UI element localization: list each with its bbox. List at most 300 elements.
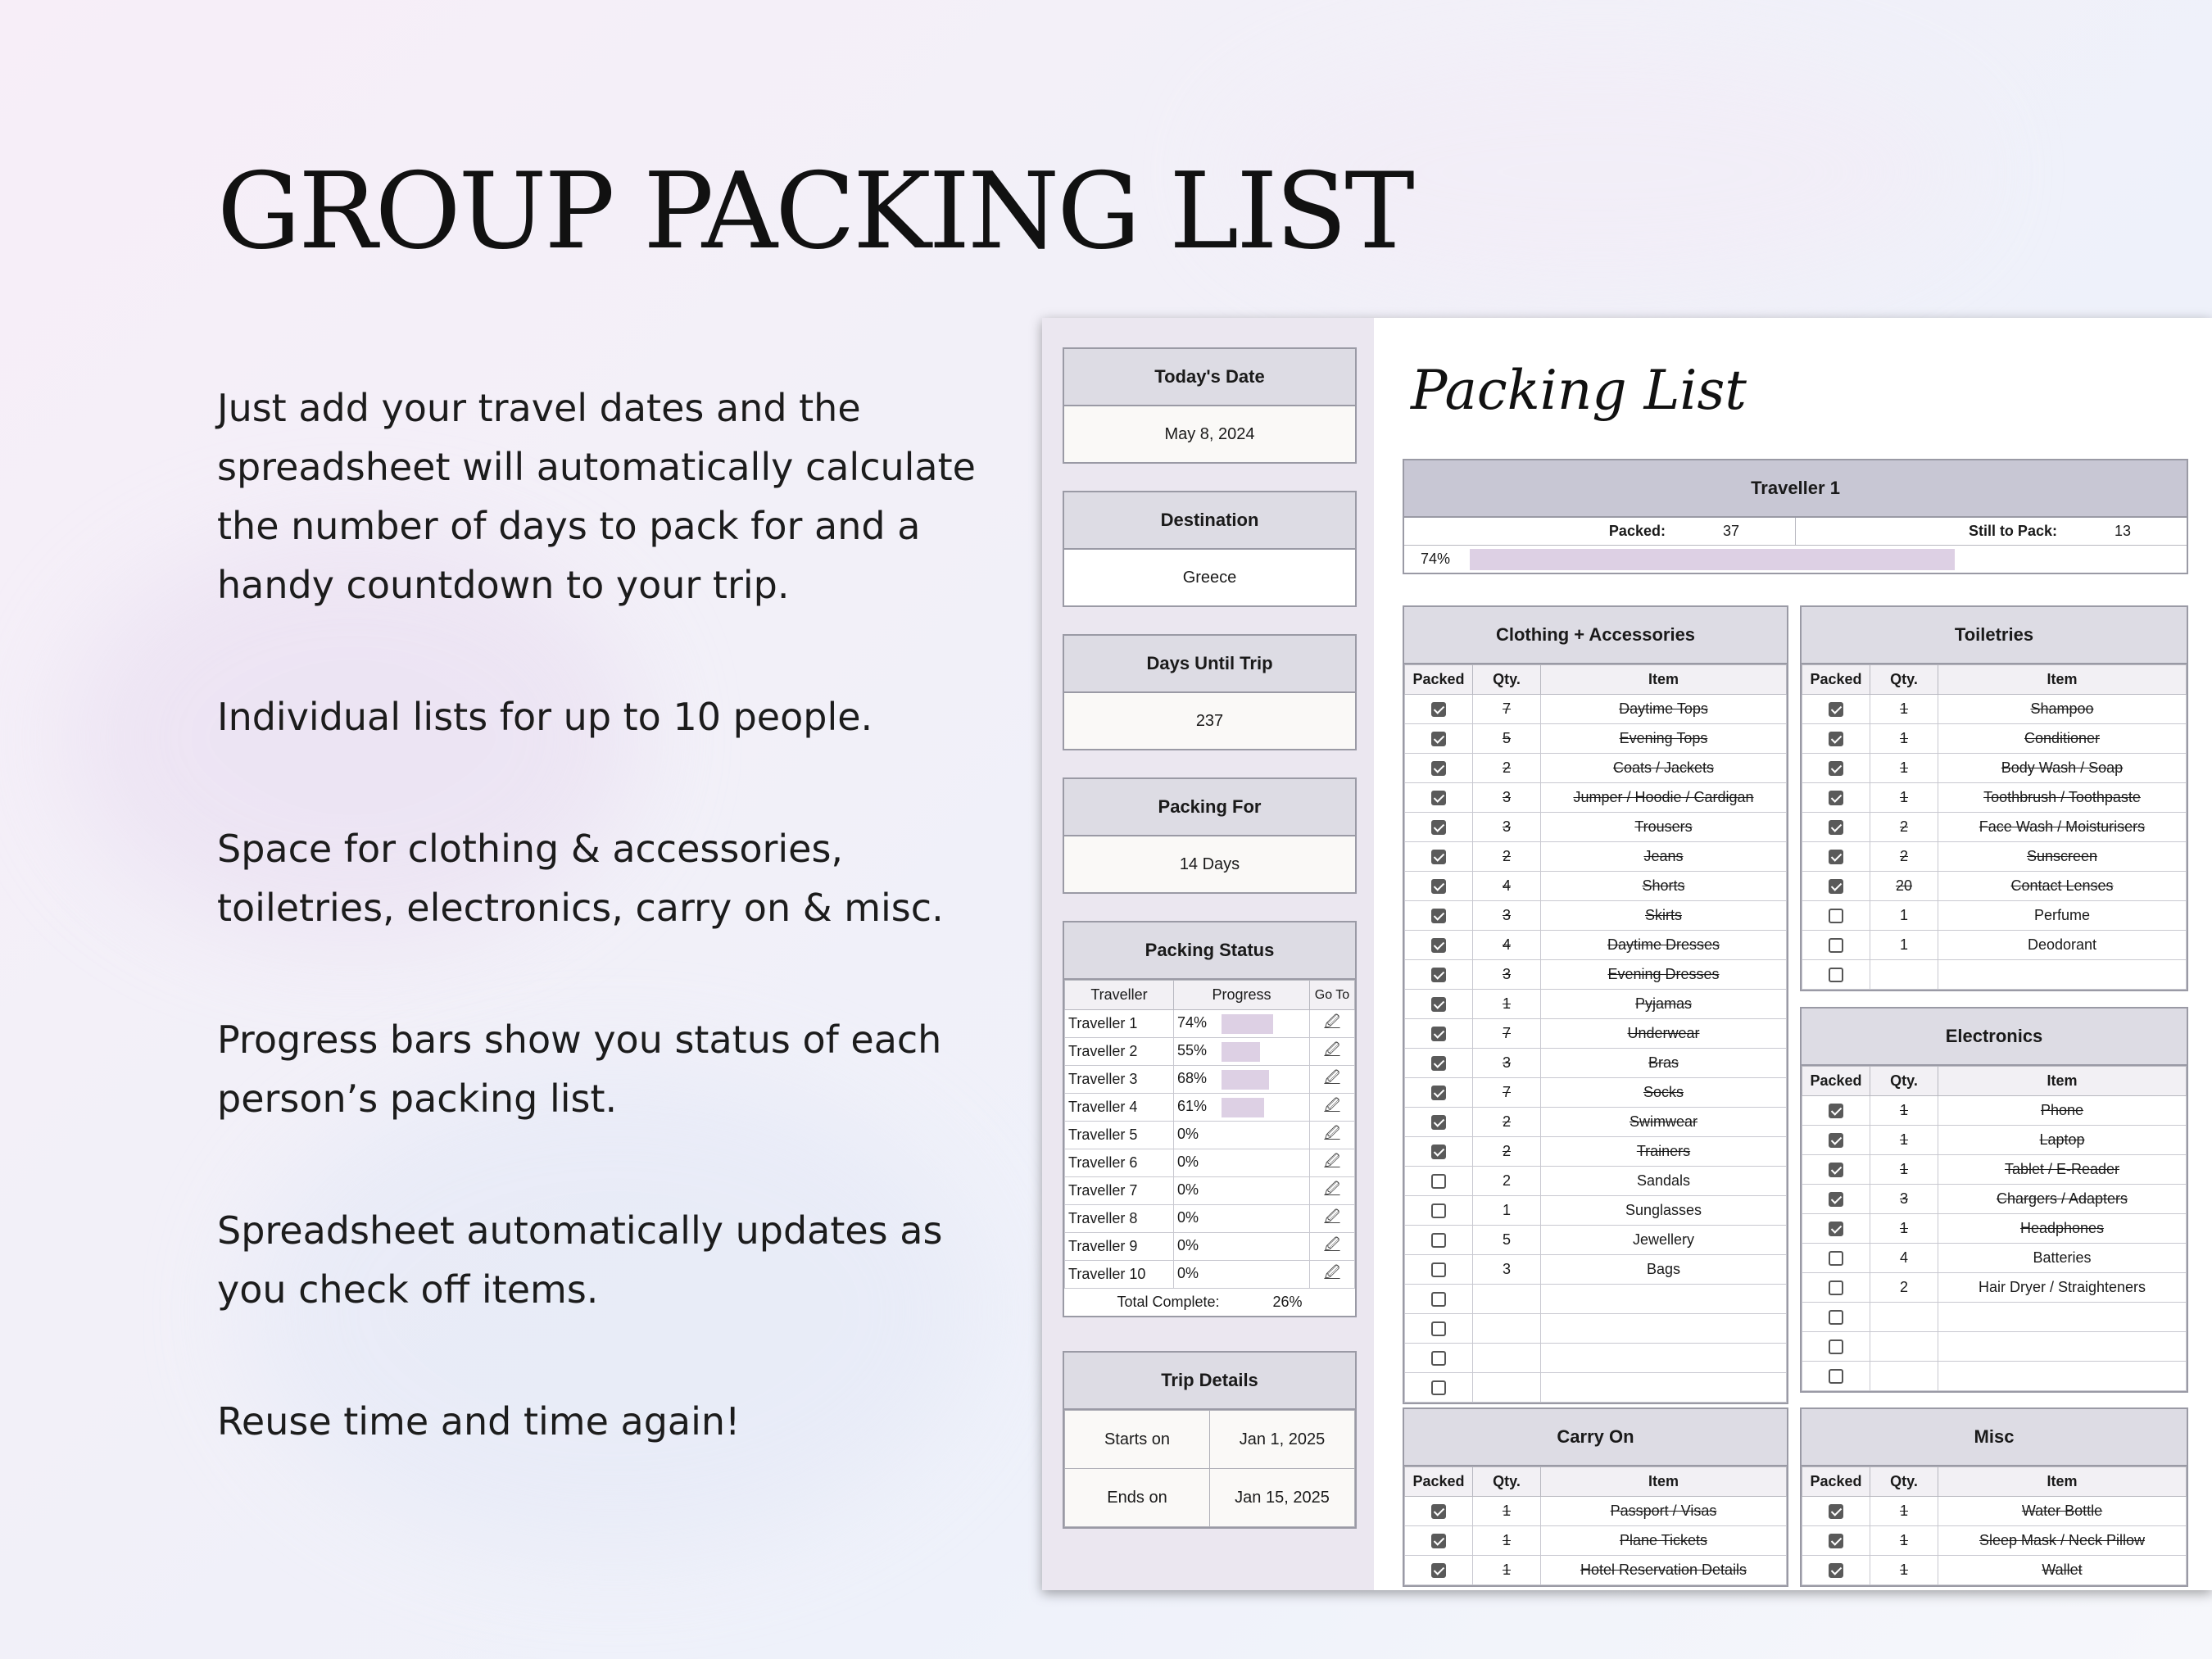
- item-name[interactable]: Jumper / Hoodie / Cardigan: [1541, 783, 1787, 813]
- item-quantity[interactable]: 3: [1473, 1255, 1541, 1285]
- traveller-summary: [1403, 459, 2188, 574]
- packed-checkbox[interactable]: [1431, 1027, 1446, 1041]
- item-name[interactable]: Hotel Reservation Details: [1541, 1556, 1787, 1585]
- packed-cell[interactable]: [1802, 813, 1870, 842]
- item-quantity[interactable]: 7: [1473, 1019, 1541, 1049]
- packed-cell[interactable]: [1405, 1497, 1473, 1526]
- go-to-icon[interactable]: 🖉: [1324, 1124, 1340, 1141]
- packed-checkbox[interactable]: [1829, 1104, 1843, 1118]
- packed-cell[interactable]: [1802, 1185, 1870, 1214]
- list-item: [1405, 901, 1787, 931]
- go-to-link[interactable]: [1310, 1177, 1355, 1205]
- packed-cell[interactable]: [1405, 1556, 1473, 1585]
- packed-cell[interactable]: [1802, 931, 1870, 960]
- item-quantity[interactable]: 1: [1473, 1556, 1541, 1585]
- list-item: [1802, 1244, 2187, 1273]
- todays-date-label: Today's Date: [1064, 349, 1355, 406]
- packed-checkbox[interactable]: [1431, 879, 1446, 894]
- packed-checkbox[interactable]: [1829, 1310, 1843, 1325]
- item-quantity[interactable]: 2: [1870, 1273, 1938, 1303]
- item-name[interactable]: [1938, 960, 2187, 990]
- traveller-status-percent: 0%: [1177, 1265, 1199, 1282]
- packed-checkbox[interactable]: [1431, 1086, 1446, 1100]
- item-quantity[interactable]: [1473, 1344, 1541, 1373]
- go-to-icon[interactable]: 🖉: [1324, 1235, 1340, 1253]
- packed-checkbox[interactable]: [1829, 1339, 1843, 1354]
- item-name[interactable]: Batteries: [1938, 1244, 2187, 1273]
- item-name[interactable]: Conditioner: [1938, 724, 2187, 754]
- item-name[interactable]: Sunscreen: [1938, 842, 2187, 872]
- item-name[interactable]: [1541, 1314, 1787, 1344]
- category-title: Electronics: [1802, 1009, 2187, 1066]
- traveller-status-percent: 0%: [1177, 1209, 1199, 1226]
- packed-cell[interactable]: [1405, 724, 1473, 754]
- packed-checkbox[interactable]: [1829, 1369, 1843, 1384]
- packed-checkbox[interactable]: [1431, 732, 1446, 746]
- packed-checkbox[interactable]: [1829, 1163, 1843, 1177]
- packed-cell[interactable]: [1802, 1362, 1870, 1391]
- packed-checkbox[interactable]: [1431, 1534, 1446, 1548]
- item-name[interactable]: Headphones: [1938, 1214, 2187, 1244]
- packed-checkbox[interactable]: [1829, 791, 1843, 805]
- go-to-link[interactable]: [1310, 1094, 1355, 1122]
- destination-value[interactable]: Greece: [1064, 550, 1355, 605]
- item-name[interactable]: Swimwear: [1541, 1108, 1787, 1137]
- item-name[interactable]: Pyjamas: [1541, 990, 1787, 1019]
- list-item: [1405, 990, 1787, 1019]
- packed-cell[interactable]: [1802, 1155, 1870, 1185]
- item-quantity[interactable]: 2: [1473, 1167, 1541, 1196]
- progress-track: [1222, 1098, 1277, 1117]
- item-quantity[interactable]: 2: [1473, 1108, 1541, 1137]
- item-quantity[interactable]: [1870, 960, 1938, 990]
- item-quantity[interactable]: 1: [1870, 1126, 1938, 1155]
- packed-checkbox[interactable]: [1431, 850, 1446, 864]
- progress-track: [1222, 1209, 1277, 1229]
- packed-cell[interactable]: [1405, 901, 1473, 931]
- item-name[interactable]: Evening Dresses: [1541, 960, 1787, 990]
- item-name[interactable]: Tablet / E-Reader: [1938, 1155, 2187, 1185]
- packed-checkbox[interactable]: [1829, 1281, 1843, 1295]
- list-item: [1405, 1078, 1787, 1108]
- column-header: Packed: [1405, 665, 1473, 695]
- packed-checkbox[interactable]: [1431, 820, 1446, 835]
- packed-cell[interactable]: [1802, 1214, 1870, 1244]
- item-quantity[interactable]: 1: [1473, 1497, 1541, 1526]
- traveller-status-percent: 55%: [1177, 1042, 1208, 1059]
- list-item: [1405, 1497, 1787, 1526]
- days-until-card: [1063, 634, 1357, 750]
- item-quantity[interactable]: 4: [1473, 931, 1541, 960]
- item-quantity[interactable]: [1473, 1285, 1541, 1314]
- item-name[interactable]: Body Wash / Soap: [1938, 754, 2187, 783]
- item-name[interactable]: Sleep Mask / Neck Pillow: [1938, 1526, 2187, 1556]
- item-quantity[interactable]: 2: [1473, 754, 1541, 783]
- clothing-accessories-section: [1403, 605, 1788, 1404]
- progress-track: [1222, 1265, 1277, 1285]
- item-name[interactable]: Sunglasses: [1541, 1196, 1787, 1226]
- go-to-icon[interactable]: 🖉: [1324, 1263, 1340, 1281]
- packed-checkbox[interactable]: [1829, 1133, 1843, 1148]
- list-item: [1802, 1273, 2187, 1303]
- item-quantity[interactable]: 3: [1870, 1185, 1938, 1214]
- packed-checkbox[interactable]: [1829, 1192, 1843, 1207]
- column-header: Qty.: [1473, 1467, 1541, 1497]
- packed-cell[interactable]: [1802, 724, 1870, 754]
- traveller-status-progress: [1174, 1122, 1310, 1149]
- traveller-status-name: Traveller 6: [1065, 1149, 1174, 1177]
- column-header: Qty.: [1870, 665, 1938, 695]
- item-quantity[interactable]: 1: [1870, 783, 1938, 813]
- go-to-link[interactable]: [1310, 1010, 1355, 1038]
- packed-label: Packed:: [1608, 523, 1666, 539]
- packed-cell[interactable]: [1802, 1273, 1870, 1303]
- item-quantity[interactable]: 3: [1473, 960, 1541, 990]
- item-name[interactable]: Chargers / Adapters: [1938, 1185, 2187, 1214]
- packed-checkbox[interactable]: [1431, 1056, 1446, 1071]
- packed-checkbox[interactable]: [1829, 1222, 1843, 1236]
- packed-cell[interactable]: [1802, 901, 1870, 931]
- days-until-label: Days Until Trip: [1064, 636, 1355, 693]
- packed-checkbox[interactable]: [1431, 1262, 1446, 1277]
- item-quantity[interactable]: 3: [1473, 1049, 1541, 1078]
- packed-cell[interactable]: [1802, 783, 1870, 813]
- ends-on-label: Ends on: [1065, 1469, 1210, 1527]
- list-item: [1405, 1167, 1787, 1196]
- column-header: Qty.: [1870, 1067, 1938, 1096]
- item-name[interactable]: Jewellery: [1541, 1226, 1787, 1255]
- go-to-icon[interactable]: 🖉: [1324, 1068, 1340, 1086]
- item-quantity[interactable]: [1870, 1362, 1938, 1391]
- item-quantity[interactable]: 3: [1473, 901, 1541, 931]
- packed-cell[interactable]: [1405, 1255, 1473, 1285]
- packed-cell[interactable]: [1802, 1303, 1870, 1332]
- packed-checkbox[interactable]: [1431, 702, 1446, 717]
- item-quantity[interactable]: 2: [1473, 842, 1541, 872]
- item-quantity[interactable]: [1473, 1314, 1541, 1344]
- packed-checkbox[interactable]: [1431, 791, 1446, 805]
- item-name[interactable]: [1938, 1362, 2187, 1391]
- item-quantity[interactable]: 1: [1473, 1196, 1541, 1226]
- traveller-status-percent: 0%: [1177, 1181, 1199, 1199]
- carry-on-section: [1403, 1407, 1788, 1587]
- packed-checkbox[interactable]: [1431, 1504, 1446, 1519]
- packed-checkbox[interactable]: [1829, 968, 1843, 982]
- packed-checkbox[interactable]: [1431, 1563, 1446, 1578]
- spreadsheet-preview: [1042, 318, 2212, 1590]
- traveller-status-name: Traveller 3: [1065, 1066, 1174, 1094]
- packed-checkbox[interactable]: [1829, 1534, 1843, 1548]
- item-name[interactable]: Coats / Jackets: [1541, 754, 1787, 783]
- page-title: GROUP PACKING LIST: [217, 151, 1412, 273]
- go-to-link[interactable]: [1310, 1205, 1355, 1233]
- column-header: Item: [1541, 665, 1787, 695]
- item-name[interactable]: Passport / Visas: [1541, 1497, 1787, 1526]
- go-to-icon[interactable]: 🖉: [1324, 1096, 1340, 1113]
- packed-cell[interactable]: [1405, 1314, 1473, 1344]
- column-header: Qty.: [1870, 1467, 1938, 1497]
- item-name[interactable]: [1541, 1373, 1787, 1403]
- column-header: Packed: [1802, 1067, 1870, 1096]
- traveller-status-progress: [1174, 1010, 1310, 1038]
- item-name[interactable]: Trainers: [1541, 1137, 1787, 1167]
- traveller-progress-percent: 74%: [1421, 551, 1451, 567]
- packed-cell[interactable]: [1405, 1019, 1473, 1049]
- category-title: Clothing + Accessories: [1404, 607, 1787, 664]
- packed-cell[interactable]: [1405, 695, 1473, 724]
- item-name[interactable]: Shampoo: [1938, 695, 2187, 724]
- total-complete-row: [1065, 1289, 1355, 1317]
- item-quantity[interactable]: 1: [1870, 724, 1938, 754]
- packed-cell[interactable]: [1405, 1226, 1473, 1255]
- item-name[interactable]: Face Wash / Moisturisers: [1938, 813, 2187, 842]
- item-name[interactable]: Plane Tickets: [1541, 1526, 1787, 1556]
- packed-cell[interactable]: [1405, 1373, 1473, 1403]
- item-name[interactable]: Bags: [1541, 1255, 1787, 1285]
- item-name[interactable]: Sandals: [1541, 1167, 1787, 1196]
- packed-cell[interactable]: [1802, 1497, 1870, 1526]
- go-to-link[interactable]: [1310, 1038, 1355, 1066]
- packed-cell[interactable]: [1405, 813, 1473, 842]
- item-quantity[interactable]: 1: [1870, 1155, 1938, 1185]
- item-quantity[interactable]: 1: [1870, 931, 1938, 960]
- packed-cell[interactable]: [1802, 1126, 1870, 1155]
- packed-checkbox[interactable]: [1829, 1563, 1843, 1578]
- packed-cell[interactable]: [1405, 1108, 1473, 1137]
- packed-checkbox[interactable]: [1431, 761, 1446, 776]
- go-to-icon[interactable]: 🖉: [1324, 1040, 1340, 1058]
- list-item: [1802, 1096, 2187, 1126]
- item-name[interactable]: Water Bottle: [1938, 1497, 2187, 1526]
- list-item: [1405, 813, 1787, 842]
- starts-on-date[interactable]: Jan 1, 2025: [1210, 1411, 1355, 1469]
- list-item: [1405, 1137, 1787, 1167]
- traveller-status-row: [1065, 1010, 1355, 1038]
- item-name[interactable]: Bras: [1541, 1049, 1787, 1078]
- packed-checkbox[interactable]: [1431, 1380, 1446, 1395]
- item-name[interactable]: Toothbrush / Toothpaste: [1938, 783, 2187, 813]
- item-name[interactable]: Contact Lenses: [1938, 872, 2187, 901]
- item-quantity[interactable]: 4: [1473, 872, 1541, 901]
- packed-cell[interactable]: [1802, 872, 1870, 901]
- list-item: [1405, 695, 1787, 724]
- item-quantity[interactable]: 5: [1473, 724, 1541, 754]
- traveller-status-percent: 68%: [1177, 1070, 1208, 1087]
- item-name[interactable]: [1541, 1285, 1787, 1314]
- item-quantity[interactable]: [1473, 1373, 1541, 1403]
- packed-cell[interactable]: [1802, 1244, 1870, 1273]
- packed-cell[interactable]: [1405, 1285, 1473, 1314]
- item-quantity[interactable]: 20: [1870, 872, 1938, 901]
- traveller-status-percent: 0%: [1177, 1237, 1199, 1254]
- packed-checkbox[interactable]: [1829, 761, 1843, 776]
- item-name[interactable]: Wallet: [1938, 1556, 2187, 1585]
- ends-on-date[interactable]: Jan 15, 2025: [1210, 1469, 1355, 1527]
- packed-cell[interactable]: [1405, 990, 1473, 1019]
- packed-cell[interactable]: [1405, 1167, 1473, 1196]
- item-quantity[interactable]: 1: [1870, 1526, 1938, 1556]
- packed-checkbox[interactable]: [1829, 1251, 1843, 1266]
- item-quantity[interactable]: 3: [1473, 813, 1541, 842]
- packed-checkbox[interactable]: [1829, 820, 1843, 835]
- packed-checkbox[interactable]: [1431, 968, 1446, 982]
- traveller-status-name: Traveller 1: [1065, 1010, 1174, 1038]
- packed-cell[interactable]: [1405, 931, 1473, 960]
- packed-cell[interactable]: [1405, 1137, 1473, 1167]
- packed-cell[interactable]: [1802, 1096, 1870, 1126]
- list-item: [1405, 1019, 1787, 1049]
- traveller-progress: [1404, 546, 2187, 573]
- item-name[interactable]: Evening Tops: [1541, 724, 1787, 754]
- category-table: [1404, 664, 1787, 1403]
- packed-checkbox[interactable]: [1431, 909, 1446, 923]
- packed-cell[interactable]: [1405, 872, 1473, 901]
- list-item: [1802, 695, 2187, 724]
- packed-checkbox[interactable]: [1829, 702, 1843, 717]
- item-name[interactable]: [1541, 1344, 1787, 1373]
- list-item: [1405, 842, 1787, 872]
- packed-checkbox[interactable]: [1829, 879, 1843, 894]
- packed-cell[interactable]: [1405, 1196, 1473, 1226]
- go-to-icon[interactable]: 🖉: [1324, 1013, 1340, 1030]
- traveller-status-progress: [1174, 1066, 1310, 1094]
- item-name[interactable]: Trousers: [1541, 813, 1787, 842]
- item-quantity[interactable]: 1: [1870, 1497, 1938, 1526]
- item-quantity[interactable]: 1: [1870, 1556, 1938, 1585]
- traveller-status-row: [1065, 1038, 1355, 1066]
- packed-cell[interactable]: [1405, 842, 1473, 872]
- item-name[interactable]: Underwear: [1541, 1019, 1787, 1049]
- item-quantity[interactable]: 7: [1473, 695, 1541, 724]
- packed-cell[interactable]: [1405, 783, 1473, 813]
- summary-sidebar: [1042, 318, 1374, 1590]
- packed-checkbox[interactable]: [1829, 938, 1843, 953]
- packed-cell[interactable]: [1802, 960, 1870, 990]
- traveller-status-row: [1065, 1205, 1355, 1233]
- item-quantity[interactable]: 1: [1870, 695, 1938, 724]
- list-item: [1802, 754, 2187, 783]
- packed-checkbox[interactable]: [1829, 1504, 1843, 1519]
- item-name[interactable]: Jeans: [1541, 842, 1787, 872]
- item-quantity[interactable]: 2: [1473, 1137, 1541, 1167]
- item-name[interactable]: Socks: [1541, 1078, 1787, 1108]
- packed-cell[interactable]: [1405, 1344, 1473, 1373]
- item-quantity[interactable]: 1: [1870, 754, 1938, 783]
- list-item: [1802, 1155, 2187, 1185]
- item-quantity[interactable]: [1870, 1303, 1938, 1332]
- item-name[interactable]: Daytime Dresses: [1541, 931, 1787, 960]
- packed-cell[interactable]: [1802, 1332, 1870, 1362]
- todays-date-card: [1063, 347, 1357, 464]
- still-to-pack-value: 13: [2114, 523, 2131, 539]
- go-to-icon[interactable]: 🖉: [1324, 1152, 1340, 1169]
- item-quantity[interactable]: 7: [1473, 1078, 1541, 1108]
- packed-cell[interactable]: [1405, 754, 1473, 783]
- packed-checkbox[interactable]: [1431, 1292, 1446, 1307]
- item-name[interactable]: Shorts: [1541, 872, 1787, 901]
- go-to-icon[interactable]: 🖉: [1324, 1180, 1340, 1197]
- item-quantity[interactable]: 2: [1870, 842, 1938, 872]
- traveller-status-percent: 0%: [1177, 1154, 1199, 1171]
- packed-checkbox[interactable]: [1431, 1115, 1446, 1130]
- item-quantity[interactable]: 1: [1870, 1214, 1938, 1244]
- packed-cell[interactable]: [1405, 1526, 1473, 1556]
- packed-cell[interactable]: [1802, 695, 1870, 724]
- item-quantity[interactable]: 1: [1870, 1096, 1938, 1126]
- packed-checkbox[interactable]: [1829, 850, 1843, 864]
- packed-checkbox[interactable]: [1431, 1233, 1446, 1248]
- packed-cell[interactable]: [1802, 842, 1870, 872]
- go-to-link[interactable]: [1310, 1066, 1355, 1094]
- packed-checkbox[interactable]: [1431, 1174, 1446, 1189]
- packed-cell[interactable]: [1802, 1526, 1870, 1556]
- item-quantity[interactable]: 1: [1473, 1526, 1541, 1556]
- item-name[interactable]: Skirts: [1541, 901, 1787, 931]
- item-name[interactable]: Phone: [1938, 1096, 2187, 1126]
- item-quantity[interactable]: 1: [1473, 990, 1541, 1019]
- packing-status-title: Packing Status: [1064, 922, 1355, 980]
- item-name[interactable]: Daytime Tops: [1541, 695, 1787, 724]
- item-name[interactable]: Deodorant: [1938, 931, 2187, 960]
- packed-checkbox[interactable]: [1431, 1351, 1446, 1366]
- electronics-section: [1800, 1007, 2188, 1393]
- item-quantity[interactable]: 1: [1870, 901, 1938, 931]
- packed-cell[interactable]: [1802, 754, 1870, 783]
- go-to-link[interactable]: [1310, 1261, 1355, 1289]
- traveller-status-progress: [1174, 1261, 1310, 1289]
- packed-checkbox[interactable]: [1431, 938, 1446, 953]
- go-to-link[interactable]: [1310, 1233, 1355, 1261]
- item-name[interactable]: Laptop: [1938, 1126, 2187, 1155]
- go-to-icon[interactable]: 🖉: [1324, 1208, 1340, 1225]
- packed-cell[interactable]: [1802, 1556, 1870, 1585]
- item-name[interactable]: [1938, 1332, 2187, 1362]
- traveller-status-row: [1065, 1094, 1355, 1122]
- feature-text: Progress bars show you status of each person’s packing list.: [217, 1018, 942, 1121]
- trip-details-title: Trip Details: [1064, 1353, 1355, 1410]
- column-header: Item: [1938, 1467, 2187, 1497]
- packed-cell[interactable]: [1405, 1049, 1473, 1078]
- packed-checkbox[interactable]: [1431, 997, 1446, 1012]
- todays-date-value[interactable]: May 8, 2024: [1064, 406, 1355, 462]
- item-quantity[interactable]: 4: [1870, 1244, 1938, 1273]
- progress-track: [1222, 1070, 1277, 1090]
- item-name[interactable]: Perfume: [1938, 901, 2187, 931]
- feature-text: Just add your travel dates and the spreadsheet will automatically calculate the number of days to pack for and a handy countdown to your trip.: [217, 386, 976, 607]
- packed-checkbox[interactable]: [1431, 1145, 1446, 1159]
- packed-cell[interactable]: [1405, 960, 1473, 990]
- list-item: [1802, 1497, 2187, 1526]
- list-item: [1405, 931, 1787, 960]
- item-name[interactable]: Hair Dryer / Straighteners: [1938, 1273, 2187, 1303]
- packed-cell[interactable]: [1405, 1078, 1473, 1108]
- packed-checkbox[interactable]: [1829, 732, 1843, 746]
- packed-checkbox[interactable]: [1431, 1321, 1446, 1336]
- item-quantity[interactable]: 2: [1870, 813, 1938, 842]
- go-to-link[interactable]: [1310, 1122, 1355, 1149]
- item-quantity[interactable]: 3: [1473, 783, 1541, 813]
- traveller-status-row: [1065, 1233, 1355, 1261]
- item-name[interactable]: [1938, 1303, 2187, 1332]
- packed-checkbox[interactable]: [1431, 1203, 1446, 1218]
- total-complete-label: Total Complete:: [1117, 1294, 1220, 1310]
- packed-checkbox[interactable]: [1829, 909, 1843, 923]
- feature-text: Reuse time and time again!: [217, 1399, 741, 1444]
- traveller-status-row: [1065, 1261, 1355, 1289]
- item-quantity[interactable]: [1870, 1332, 1938, 1362]
- go-to-link[interactable]: [1310, 1149, 1355, 1177]
- item-quantity[interactable]: 5: [1473, 1226, 1541, 1255]
